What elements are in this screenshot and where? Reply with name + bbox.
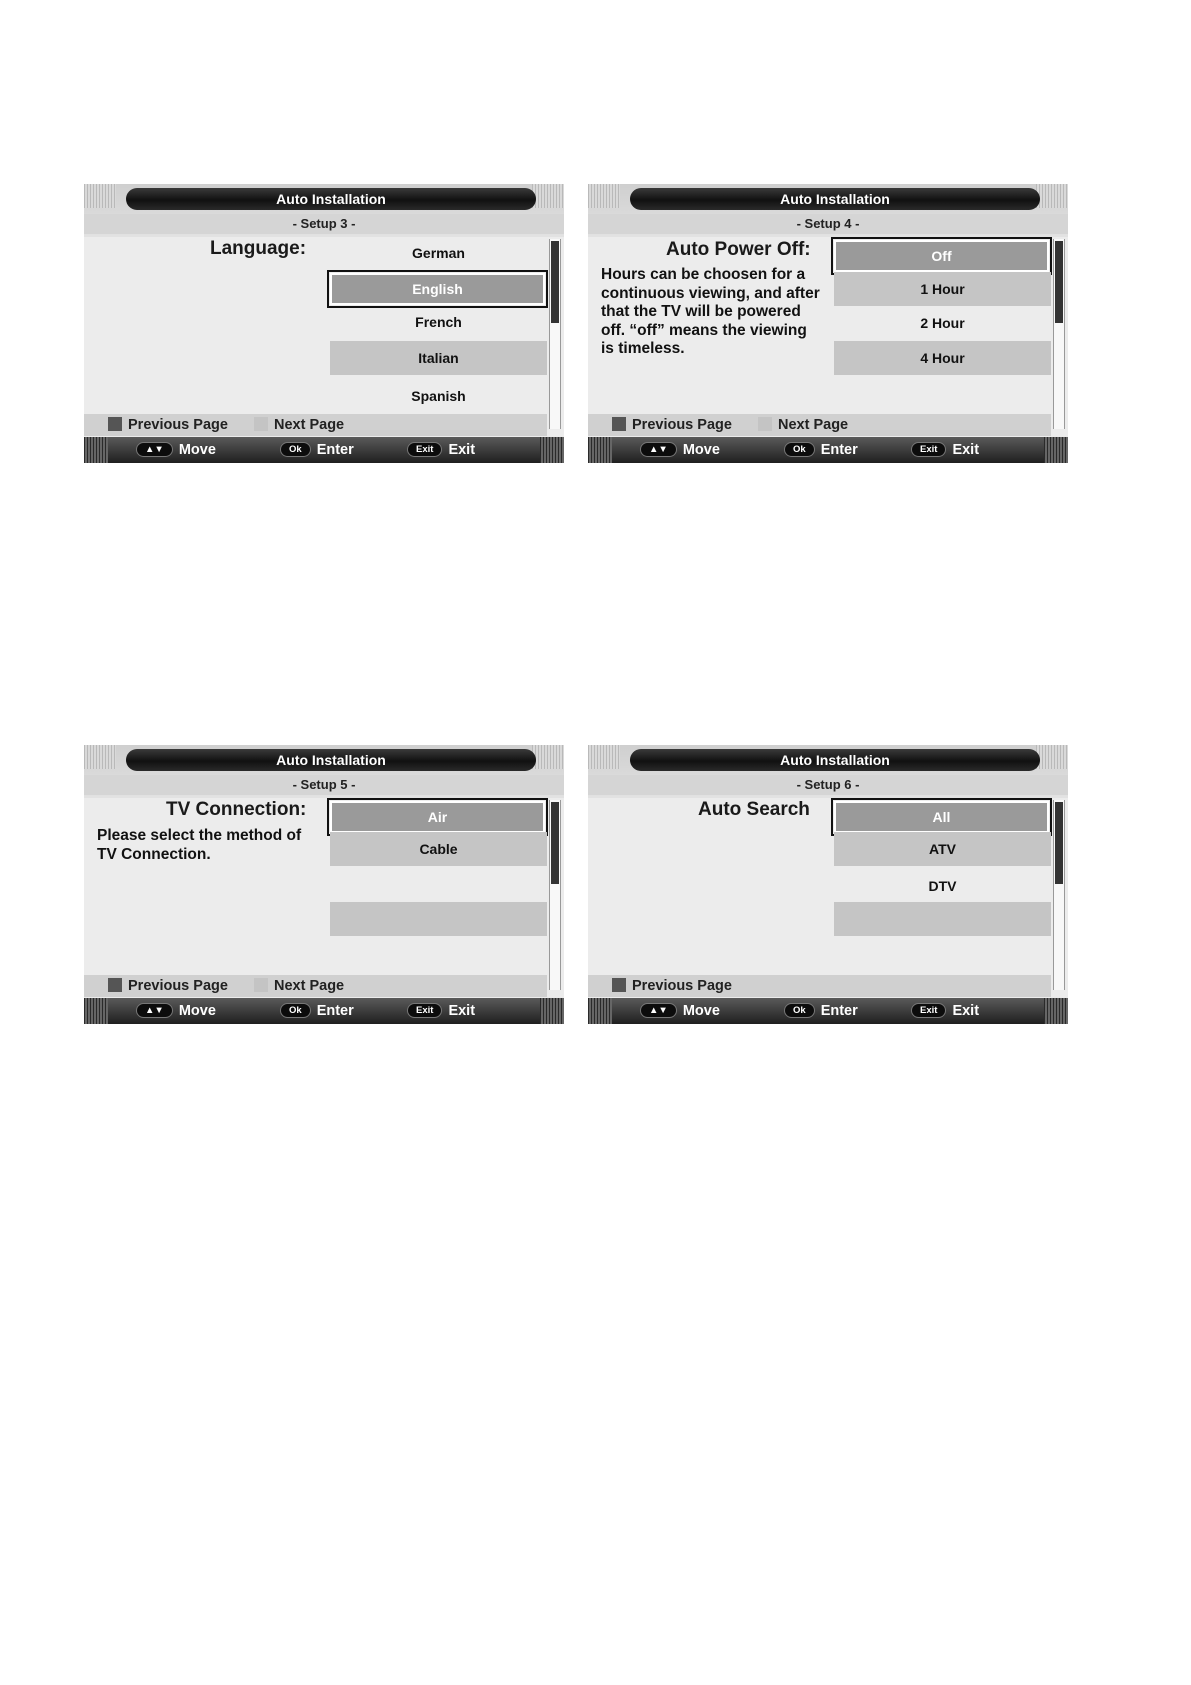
option-dtv[interactable]: DTV [928,878,957,894]
grip-decoration [588,745,620,769]
exit-key-icon: Exit [407,1003,442,1018]
language-prompt: Language: [210,238,307,259]
auto-power-off-prompt: Auto Power Off: [666,239,811,260]
header [588,745,1068,798]
option-german[interactable]: German [412,245,465,261]
grip-decoration [1036,184,1068,208]
option-english-selected[interactable]: English [330,273,545,305]
option-2-hour[interactable]: 2 Hour [920,315,965,331]
option-4-hour[interactable]: 4 Hour [834,341,1051,375]
move-hint: ▲▼ Move [640,441,720,459]
next-page-button[interactable] [254,978,344,994]
tv-connection-prompt: TV Connection: [166,799,307,820]
enter-hint: Ok Enter [784,1002,858,1020]
exit-hint: Exit Exit [911,1002,979,1020]
grip-decoration [540,998,564,1024]
ok-key-icon: Ok [784,442,815,457]
setup-step-label: - Setup 4 - [588,214,1068,234]
auto-power-off-description: Hours can be choosen for a continuous viewing, and after that the TV will be powered off. “off” means the viewing is timeless. [601,266,820,357]
next-page-label: Next Page [274,978,345,994]
setup-step-label: - Setup 6 - [588,775,1068,795]
tv-connection-description: Please select the method of TV Connection. [97,827,302,863]
screen-title: Auto Installation [126,749,536,771]
previous-page-button[interactable] [108,417,228,433]
grip-decoration [84,745,116,769]
grip-decoration [1044,437,1068,463]
exit-key-icon: Exit [407,442,442,457]
option-spanish[interactable]: Spanish [411,388,466,404]
empty-option-slot [834,902,1051,936]
scrollbar[interactable] [1053,239,1065,429]
grip-decoration [84,437,108,463]
grip-decoration [84,998,108,1024]
auto-search-prompt: Auto Search [698,799,810,820]
setup-step-label: - Setup 3 - [84,214,564,234]
previous-page-label: Previous Page [128,978,228,994]
enter-hint: Ok Enter [280,441,354,459]
next-page-button[interactable] [758,417,848,433]
move-hint: ▲▼ Move [640,1002,720,1020]
grip-decoration [588,437,612,463]
grip-decoration [532,184,564,208]
previous-page-label: Previous Page [632,978,732,994]
ok-key-icon: Ok [280,1003,311,1018]
footer-hints [84,437,564,463]
option-italian[interactable]: Italian [330,341,547,375]
setup-4-screen [588,184,1068,463]
move-hint: ▲▼ Move [136,441,216,459]
footer-hints [588,437,1068,463]
empty-option-slot [330,902,547,936]
option-all-selected[interactable]: All [834,801,1049,833]
footer-hints [588,998,1068,1024]
red-key-icon [108,417,122,431]
grip-decoration [1036,745,1068,769]
footer-hints [84,998,564,1024]
arrow-keys-icon: ▲▼ [136,442,173,457]
previous-page-label: Previous Page [128,417,228,433]
setup-3-screen [84,184,564,463]
ok-key-icon: Ok [784,1003,815,1018]
option-air-selected[interactable]: Air [330,801,545,833]
scrollbar[interactable] [549,239,561,429]
scrollbar[interactable] [549,800,561,990]
enter-hint: Ok Enter [280,1002,354,1020]
option-french[interactable]: French [415,314,462,330]
option-1-hour[interactable]: 1 Hour [834,272,1051,306]
exit-hint: Exit Exit [407,441,475,459]
arrow-keys-icon: ▲▼ [640,442,677,457]
screen-title: Auto Installation [126,188,536,210]
green-key-icon [254,417,268,431]
previous-page-label: Previous Page [632,417,732,433]
option-atv[interactable]: ATV [834,832,1051,866]
previous-page-button[interactable] [612,417,732,433]
exit-key-icon: Exit [911,442,946,457]
arrow-keys-icon: ▲▼ [640,1003,677,1018]
next-page-label: Next Page [778,417,849,433]
red-key-icon [108,978,122,992]
green-key-icon [254,978,268,992]
scrollbar-thumb[interactable] [551,802,559,884]
header [84,745,564,798]
exit-hint: Exit Exit [911,441,979,459]
header [84,184,564,237]
red-key-icon [612,417,626,431]
exit-key-icon: Exit [911,1003,946,1018]
option-off-selected[interactable]: Off [834,240,1049,272]
grip-decoration [532,745,564,769]
grip-decoration [540,437,564,463]
move-hint: ▲▼ Move [136,1002,216,1020]
header [588,184,1068,237]
screen-title: Auto Installation [630,188,1040,210]
ok-key-icon: Ok [280,442,311,457]
scrollbar-thumb[interactable] [1055,802,1063,884]
screen-title: Auto Installation [630,749,1040,771]
setup-6-screen [588,745,1068,1024]
exit-hint: Exit Exit [407,1002,475,1020]
previous-page-button[interactable] [612,978,732,994]
previous-page-button[interactable] [108,978,228,994]
next-page-label: Next Page [274,417,345,433]
arrow-keys-icon: ▲▼ [136,1003,173,1018]
next-page-button[interactable] [254,417,344,433]
grip-decoration [1044,998,1068,1024]
scrollbar[interactable] [1053,800,1065,990]
enter-hint: Ok Enter [784,441,858,459]
grip-decoration [588,184,620,208]
scrollbar-thumb[interactable] [551,241,559,323]
red-key-icon [612,978,626,992]
green-key-icon [758,417,772,431]
option-cable[interactable]: Cable [330,832,547,866]
setup-5-screen [84,745,564,1024]
grip-decoration [588,998,612,1024]
scrollbar-thumb[interactable] [1055,241,1063,323]
setup-step-label: - Setup 5 - [84,775,564,795]
grip-decoration [84,184,116,208]
